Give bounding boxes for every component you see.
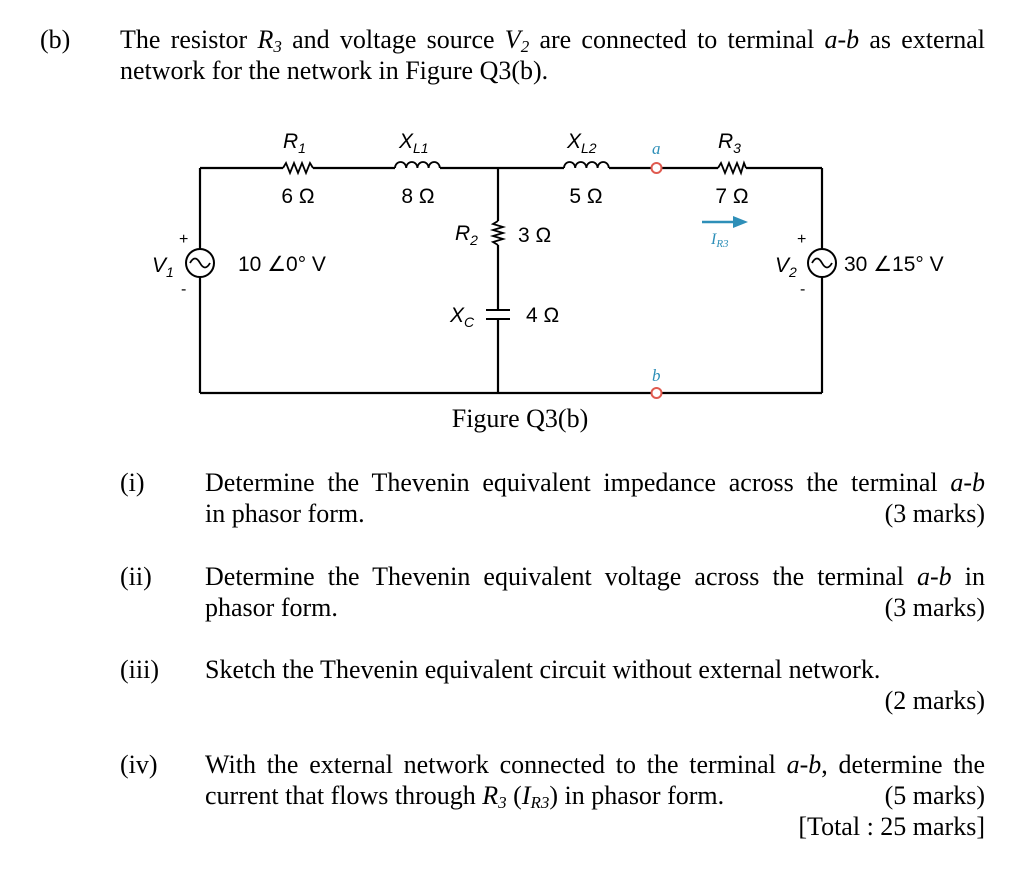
question-4-line-1: With the external network connected to the terminal a-b, determine the [205,750,986,779]
question-2-text [205,561,985,623]
terminal-b [652,388,662,398]
question-1-line-1: Determine the Thevenin equivalent impedance across the terminal a-b [205,468,985,497]
inductor-xl2-symbol [564,162,609,168]
r1-label: $R_1$ [283,130,306,156]
part-label: (b) [40,25,71,54]
question-4-number: (iv) [120,750,158,779]
xl1-value: 8 Ω [401,185,435,208]
xl2-value: 5 Ω [569,185,603,208]
question-2-line-1: Determine the Thevenin equivalent voltage across the terminal a-b in [205,562,985,591]
inductor-xl1-symbol [395,162,440,168]
v1-label: $V_1$ [152,254,174,280]
question-2-marks: (3 marks) [884,593,985,622]
figure-caption: Figure Q3(b) [451,404,589,433]
resistor-r1-symbol [283,163,313,173]
question-3-text [205,654,985,716]
question-3-marks: (2 marks) [884,686,985,715]
current-arrow-icon [702,216,748,228]
question-4-line-2: current that flows through $R_3$ $(I_{R3})$ in phasor form. (5 marks) [205,781,985,812]
intro-line-2: network for the network in Figure Q3(b). [120,56,549,85]
source-v1-symbol [186,249,214,277]
question-1-line-2: in phasor form. (3 marks) [205,499,985,528]
xc-value: 4 Ω [526,304,560,327]
r3-value: 7 Ω [715,185,749,208]
intro-line-1: The resistor $R_3$ and voltage source $V_2$ are connected to terminal a-b as external [120,25,985,56]
r1-value: 6 Ω [281,185,315,208]
r2-label: $R_2$ [455,222,478,248]
capacitor-xc-symbol [486,310,510,319]
resistor-r2-symbol [493,221,503,245]
question-3-line-1: Sketch the Thevenin equivalent circuit without external network. [205,655,881,684]
total-marks: [Total : 25 marks] [798,812,985,841]
v1-value: 10 ∠0° V [238,253,326,276]
xc-label: $X_C$ [450,304,475,330]
source-v2-symbol [808,249,836,277]
terminal-a-label: a [652,139,661,158]
resistor-r3-symbol [718,163,746,173]
current-ir3-label: IR3 [711,231,729,250]
v2-minus: - [800,281,806,298]
v2-plus: + [797,231,807,248]
question-4-text [205,749,985,842]
terminal-b-label: b [652,366,661,385]
v2-value: 30 ∠15° V [844,253,944,276]
question-4-marks: (5 marks) [884,781,985,810]
question-2-line-2: phasor form. (3 marks) [205,593,985,622]
v1-minus: - [181,281,187,298]
question-2-number: (ii) [120,562,152,591]
v2-label: $V_2$ [775,254,797,280]
r3-label: $R_3$ [718,130,741,156]
question-1-marks: (3 marks) [884,499,985,528]
question-3-number: (iii) [120,655,159,684]
v1-plus: + [179,231,189,248]
question-1-number: (i) [120,468,145,497]
r2-value: 3 Ω [518,224,552,247]
terminal-a [652,163,662,173]
xl1-label: $X_{L1}$ [399,130,429,156]
question-1-text [205,467,985,529]
xl2-label: $X_{L2}$ [567,130,597,156]
